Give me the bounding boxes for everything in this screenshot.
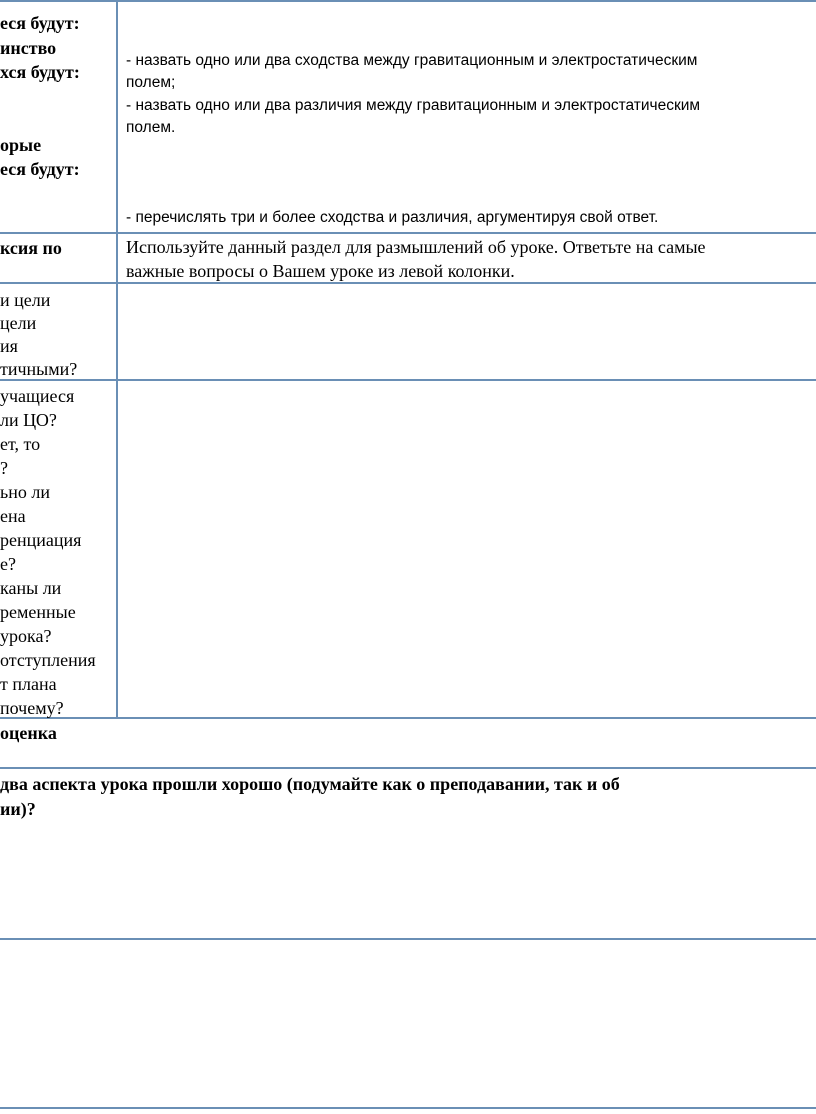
- row-divider-question-block: [0, 938, 816, 940]
- question-2-line-4: ?: [0, 458, 8, 478]
- question-2-line-1: учащиеся: [0, 386, 75, 406]
- criteria-all-line-2: полем;: [126, 74, 176, 91]
- reflection-label: ксия по: [0, 238, 62, 258]
- summary-question-line-2: ии)?: [0, 799, 36, 819]
- criteria-label-most-2: хся будут:: [0, 62, 80, 82]
- question-1-line-3: ия: [0, 336, 18, 356]
- criteria-all-line-1: - назвать одно или два сходства между гравитационным и электростатическим: [126, 52, 698, 69]
- question-1-line-4: тичными?: [0, 359, 78, 379]
- question-2-line-2: ли ЦО?: [0, 410, 57, 430]
- question-2-line-5: ьно ли: [0, 482, 50, 502]
- question-2-line-9: каны ли: [0, 578, 62, 598]
- criteria-label-some-1: орые: [0, 135, 42, 155]
- question-2-line-11: урока?: [0, 626, 52, 646]
- summary-title: оценка: [0, 723, 57, 743]
- table-top-border: [0, 0, 816, 2]
- question-2-line-6: ена: [0, 506, 26, 526]
- criteria-most-line-1: - назвать одно или два различия между гравитационным и электростатическим: [126, 97, 701, 114]
- question-2-line-14: почему?: [0, 698, 64, 718]
- row-divider-summary-title: [0, 767, 816, 769]
- question-2-line-13: т плана: [0, 674, 57, 694]
- criteria-label-all: еся будут:: [0, 13, 80, 33]
- question-1-line-2: цели: [0, 313, 37, 333]
- row-divider-questions: [0, 379, 816, 381]
- criteria-label-most-1: инство: [0, 38, 57, 58]
- question-2-line-12: отступления: [0, 650, 96, 670]
- row-divider-summary: [0, 717, 816, 719]
- question-1-line-1: и цели: [0, 290, 51, 310]
- question-2-line-8: е?: [0, 554, 16, 574]
- row-divider-criteria: [0, 232, 816, 234]
- criteria-some-line: - перечислять три и более сходства и различия, аргументируя свой ответ.: [126, 209, 659, 226]
- reflection-hint-line-1: Используйте данный раздел для размышлений об уроке. Ответьте на самые: [126, 237, 706, 257]
- table-bottom-border: [0, 1107, 816, 1109]
- column-divider: [116, 0, 118, 719]
- question-2-line-7: ренциация: [0, 530, 82, 550]
- criteria-most-line-2: полем.: [126, 119, 176, 136]
- reflection-hint-line-2: важные вопросы о Вашем уроке из левой колонки.: [126, 261, 515, 281]
- question-2-line-3: ет, то: [0, 434, 41, 454]
- question-2-line-10: ременные: [0, 602, 76, 622]
- criteria-label-some-2: еся будут:: [0, 159, 80, 179]
- summary-question-line-1: два аспекта урока прошли хорошо (подумайте как о преподавании, так и об: [0, 774, 620, 794]
